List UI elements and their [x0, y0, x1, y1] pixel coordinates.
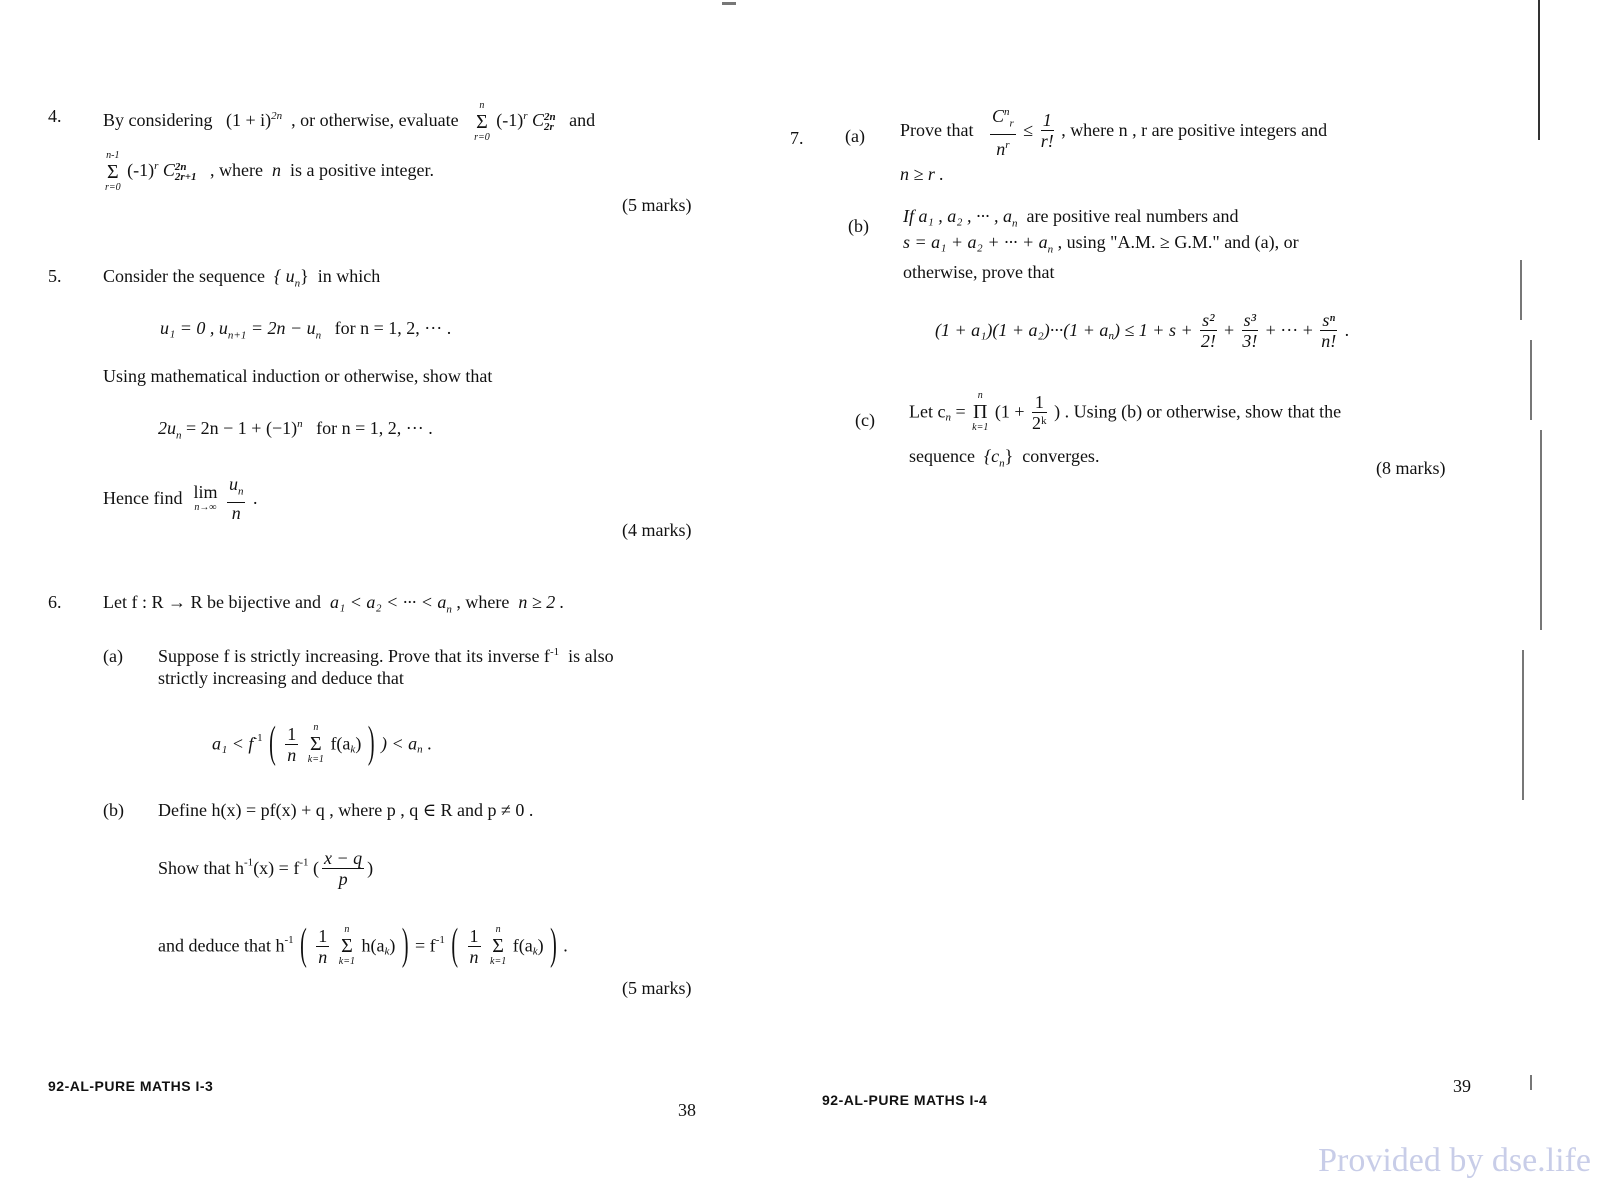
q6b-frac3: $\frac{1}{n}$: [469, 925, 479, 967]
q4-term: (-1): [496, 110, 524, 131]
q6-number: 6.: [48, 592, 62, 612]
footer-left-code: 92-AL-PURE MATHS I-3: [48, 1078, 214, 1094]
scan-speck: [1520, 260, 1522, 320]
q4-number: 4.: [48, 106, 62, 126]
q4-sigma: n Σ r=0: [474, 100, 490, 143]
q7b-label: (b): [848, 216, 869, 236]
q5-line3: Hence find lim n→∞ $\frac{u_n}{n}$ .: [103, 474, 258, 523]
q6b-line3: and deduce that $h^{-1}$ ( $\frac{1}{n}$ n Σ k=1 $h(a_k)$ ) = $f^{-1}$ ( $\frac{1}{n}$ n Σ k=1 $f(a_k)$ ) .: [158, 920, 568, 970]
q6a-label: (a): [103, 646, 123, 666]
q5-fraction: $\frac{u_n}{n}$: [228, 474, 244, 523]
scan-speck: [1540, 430, 1542, 630]
q5-recurrence: u₁ = 0 , $u_{n+1} = 2n - u_n$ for n = 1, 2, ··· .: [160, 318, 452, 342]
q7a-line1: Prove that $\frac{C^n_r}{n^r}$ ≤ $\frac{1}{r!}$ , where n , r are positive integers and: [900, 102, 1327, 159]
q7a-frac1: $\frac{C^n_r}{n^r}$: [990, 102, 1016, 159]
q4-exp: 2n: [271, 110, 283, 123]
q6b-line1: Define h(x) = pf(x) + q , where p , q ∈ R and p ≠ 0 .: [158, 800, 534, 820]
q4-line1: By considering $(1 + i)^{2n}$ , or otherwise, evaluate n Σ r=0 $(-1)^r$ C 2n 2r and: [103, 100, 596, 143]
q6b-label: (b): [103, 800, 124, 820]
q5-number: 5.: [48, 266, 62, 286]
scan-speck: [722, 2, 736, 5]
q7c-line1: Let $c_n$ = n Π k=1 (1 + $\frac{1}{\text{2ᵏ}}$ ) . Using (b) or otherwise, show that the: [909, 390, 1342, 433]
watermark: Provided by dse.life: [1318, 1142, 1591, 1179]
q7b-frac2: $\frac{\text{s³}}{3!}$: [1242, 310, 1258, 351]
q6b-line2: Show that $h^{-1}(x) = f^{-1}$ ( $\frac{x - q}{p}$ ): [158, 848, 374, 889]
q5-line2: Using mathematical induction or otherwise, show that: [103, 366, 493, 386]
q7b-frac3: $\frac{\text{sⁿ}}{n!}$: [1321, 310, 1337, 351]
q6a-sigma: n Σ k=1: [307, 722, 324, 765]
q5-marks: (4 marks): [622, 520, 692, 540]
scan-speck: [1530, 340, 1532, 420]
q7a-label: (a): [845, 126, 865, 146]
q7c-line2: sequence $\{c_n\}$ converges.: [909, 446, 1100, 470]
q6b-frac: $\frac{x - q}{p}$: [324, 848, 363, 889]
q7b-inequality: $(1 + a_1)(1 + a_2)\cdot\cdot\cdot(1 + a_n) \le 1 + s$ + $\frac{\text{s²}}{2!}$ + $\frac{\text{s³}}{3!}$ + ··· + $\frac{\text{sⁿ}}{n!}$ .: [935, 310, 1350, 351]
q6b-sigma2: n Σ k=1: [490, 924, 507, 967]
footer-right-code: 92-AL-PURE MATHS I-4: [822, 1092, 988, 1108]
q6a-line2: strictly increasing and deduce that: [158, 668, 404, 688]
q5-limit: lim n→∞: [193, 482, 218, 514]
q7c-product: n Π k=1: [972, 390, 989, 433]
q4-text2: , or otherwise, evaluate: [291, 110, 459, 131]
q5-line1: Consider the sequence { $u_n$} in which: [103, 266, 381, 290]
footer-left-page: 38: [678, 1100, 696, 1120]
q6b-frac2: $\frac{1}{n}$: [318, 925, 328, 967]
q4-and: and: [569, 110, 596, 131]
q6a-inequality: $a_1 < f^{-1}$ ( $\frac{1}{n}$ n Σ k=1 $f(a_k)$ ) ) < $a_n$ .: [212, 718, 432, 768]
q7-marks: (8 marks): [1376, 458, 1446, 478]
scan-edge-line: [1538, 0, 1540, 140]
q4-sigma2: n-1 Σ r=0: [105, 150, 121, 193]
q6a-frac: $\frac{1}{n}$: [287, 723, 297, 765]
q7c-frac: $\frac{1}{\text{2ᵏ}}$: [1031, 391, 1047, 433]
q7-number: 7.: [790, 128, 804, 148]
scan-speck: [1530, 1075, 1532, 1090]
footer-right-page: 39: [1453, 1076, 1471, 1096]
q4-line2: n-1 Σ r=0 $(-1)^r$ C 2n 2r+1 , where n is a positive integer.: [105, 150, 434, 193]
q7b-line1: If a₁ , a₂ , ··· , $a_n$ are positive real numbers and: [903, 206, 1239, 230]
scan-speck: [1522, 650, 1524, 800]
q6b-sigma: n Σ k=1: [338, 924, 355, 967]
q7a-frac2: $\frac{1}{r!}$: [1040, 109, 1054, 151]
q7b-frac1: $\frac{\text{s²}}{2!}$: [1200, 310, 1216, 351]
q4-text: By considering: [103, 110, 213, 131]
q7c-label: (c): [855, 410, 875, 430]
q6a-line1: Suppose f is strictly increasing. Prove that its inverse $f^{-1}$ is also: [158, 646, 614, 666]
q7b-line2: s = a₁ + a₂ + ··· + $a_n$ , using "A.M. ≥ G.M." and (a), or: [903, 232, 1299, 256]
q4-expr: (1 + i): [226, 110, 272, 131]
q7b-line3: otherwise, prove that: [903, 262, 1055, 282]
q4-marks: (5 marks): [622, 195, 692, 215]
q6-line1: Let f : R → R be bijective and a₁ < a₂ < ··· < $a_n$ , where n ≥ 2 .: [103, 592, 565, 616]
q5-identity: $2u_n = 2n - 1 + (-1)^n$ for n = 1, 2, ··· .: [158, 418, 433, 442]
q7a-line2: n ≥ r .: [900, 164, 944, 184]
q6-marks: (5 marks): [622, 978, 692, 998]
